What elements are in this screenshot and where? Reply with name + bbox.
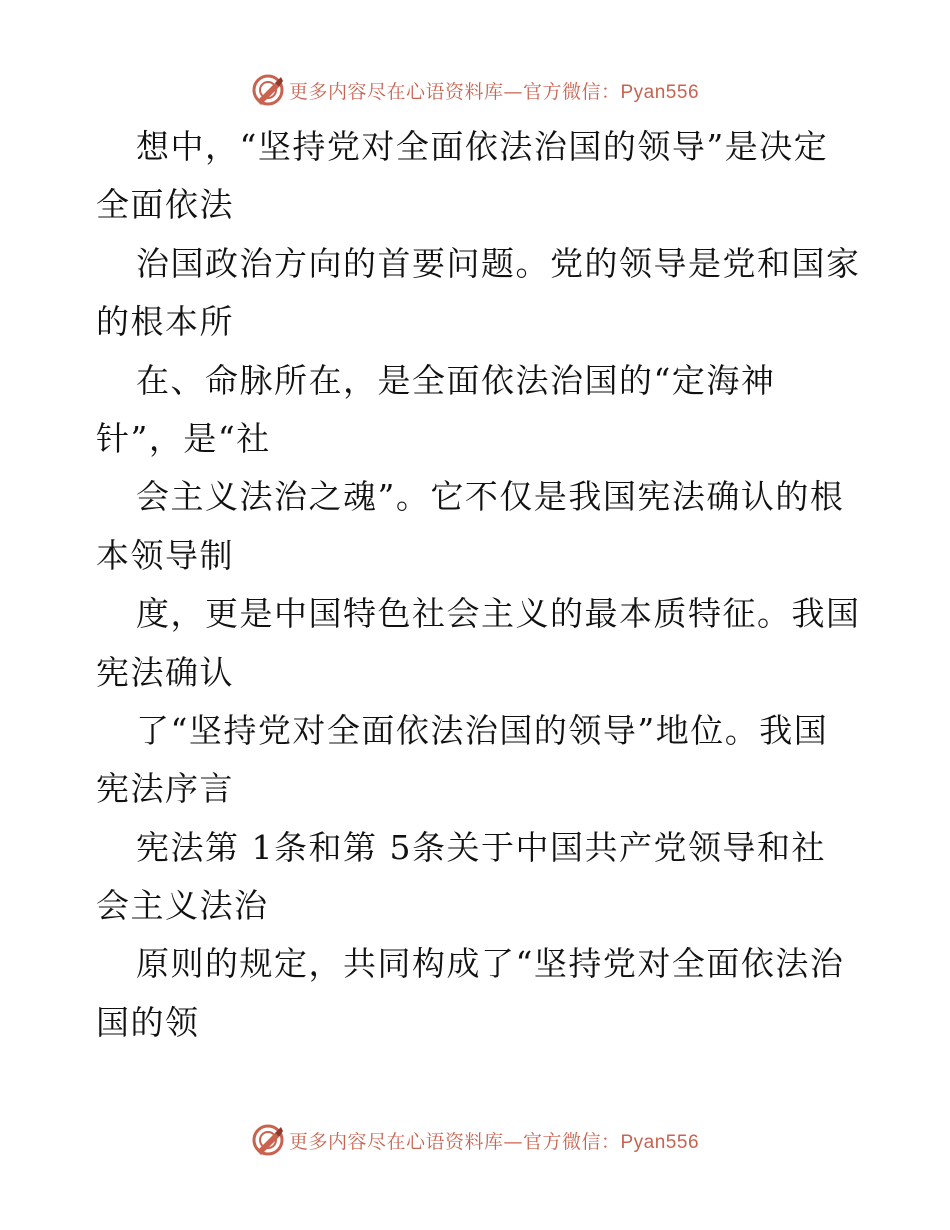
text-line: 国的领 <box>96 1002 200 1042</box>
footer-banner-text <box>289 1127 699 1154</box>
text-line: 宪法序言 <box>96 769 234 809</box>
pen-logo-icon <box>251 73 285 107</box>
text-line: 原则的规定，共同构成了“坚持党对全面依法治 <box>136 944 845 984</box>
header-banner <box>0 70 950 110</box>
text-line: 全面依法 <box>96 185 234 225</box>
text-line: 度，更是中国特色社会主义的最本质特征。我国 <box>136 594 861 634</box>
text-line: 了“坚持党对全面依法治国的领导”地位。我国 <box>136 710 829 750</box>
footer-banner-cn: 更多内容尽在心语资料库—官方微信： <box>288 1130 621 1153</box>
text-line: 的根本所 <box>96 302 234 342</box>
footer-banner-wechat-id: Pyan556 <box>620 1131 700 1153</box>
header-banner-text <box>289 77 699 104</box>
text-line: 宪法第 1条和第 5条关于中国共产党领导和社 <box>136 827 826 867</box>
body-text <box>96 118 861 1052</box>
footer-banner <box>0 1120 950 1160</box>
text-line: 在、命脉所在，是全面依法治国的“定海神 <box>136 360 776 400</box>
text-line: 宪法确认 <box>96 652 234 692</box>
text-line: 会主义法治 <box>96 886 269 926</box>
pen-logo-icon <box>251 1123 285 1157</box>
header-banner-wechat-id: Pyan556 <box>620 81 700 103</box>
text-line: 针”，是“社 <box>96 418 271 458</box>
text-line: 会主义法治之魂”。它不仅是我国宪法确认的根 <box>136 477 845 517</box>
text-line: 想中，“坚持党对全面依法治国的领导”是决定 <box>136 127 829 166</box>
text-line: 本领导制 <box>96 535 234 575</box>
header-banner-cn: 更多内容尽在心语资料库—官方微信： <box>288 80 621 103</box>
text-line: 治国政治方向的首要问题。党的领导是党和国家 <box>136 243 861 283</box>
